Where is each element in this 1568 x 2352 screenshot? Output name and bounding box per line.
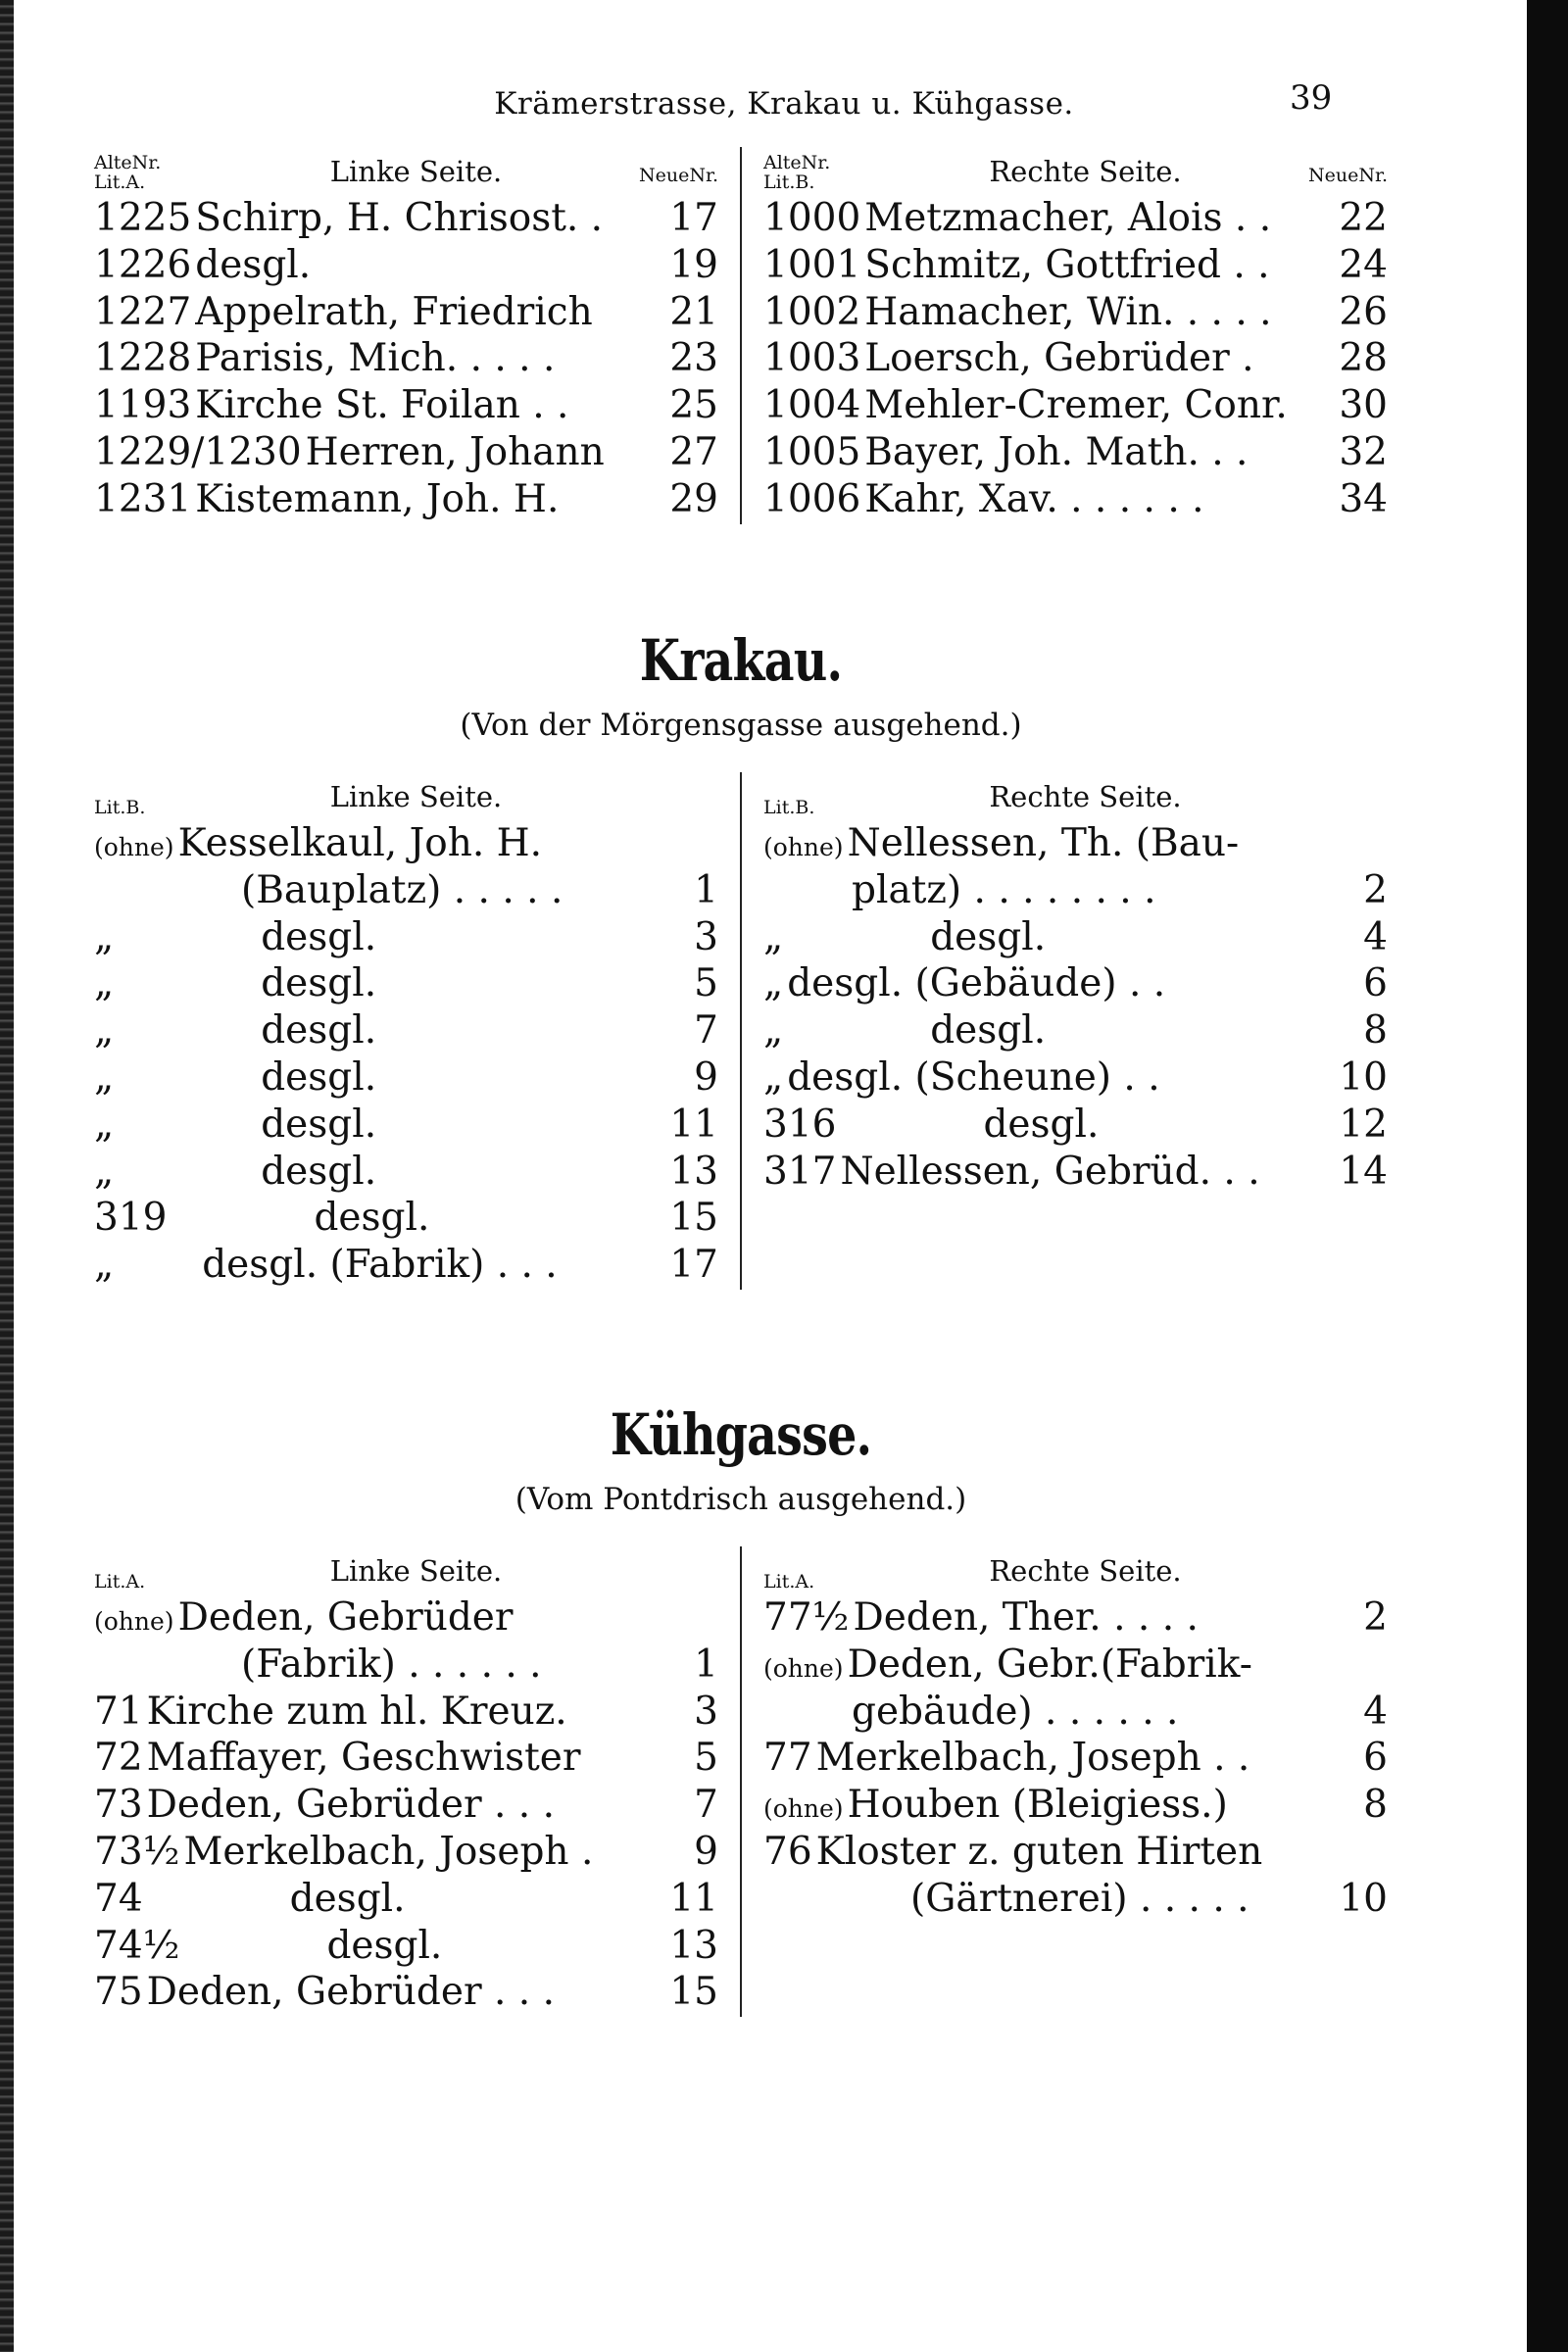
right-side-column xyxy=(742,1546,1388,2017)
resident-name: desgl. (Gebäude) . . xyxy=(787,961,1166,1006)
resident-name: Deden, Ther. . . . . xyxy=(853,1595,1199,1640)
running-head: Krämerstrasse, Krakau u. Kühgasse. xyxy=(494,86,1074,122)
old-house-number: 1002 xyxy=(763,289,861,334)
old-house-number: 74 xyxy=(94,1876,143,1921)
directory-entry xyxy=(763,961,1388,1008)
old-house-number: 1003 xyxy=(763,336,861,381)
directory-entry xyxy=(94,1924,718,1971)
old-house-number: „ xyxy=(94,914,115,959)
new-house-number: 7 xyxy=(694,1008,718,1054)
new-house-number: 10 xyxy=(1339,1054,1388,1100)
directory-entry xyxy=(94,1150,718,1197)
resident-name: desgl. (Fabrik) . . . xyxy=(202,1243,558,1288)
directory-entry xyxy=(94,336,718,383)
new-house-number: 25 xyxy=(669,383,718,428)
side-header: Rechte Seite. xyxy=(989,155,1182,188)
directory-entry xyxy=(94,1196,718,1243)
old-house-number: „ xyxy=(94,1008,115,1054)
resident-name: desgl. xyxy=(261,1054,377,1100)
resident-name: Merkelbach, Joseph . . xyxy=(815,1736,1250,1781)
resident-name: desgl. xyxy=(314,1196,430,1241)
column-header xyxy=(94,147,718,192)
directory-entry xyxy=(94,961,718,1008)
resident-name: desgl. xyxy=(261,1102,377,1147)
old-house-number: 77 xyxy=(763,1736,812,1781)
new-house-number: 4 xyxy=(1363,914,1388,959)
new-number-header xyxy=(1270,1586,1388,1592)
section-subtitle: (Vom Pontdrisch ausgehend.) xyxy=(514,1482,967,1517)
side-header: Rechte Seite. xyxy=(989,780,1182,813)
new-house-number: 15 xyxy=(669,1970,718,2015)
resident-name: desgl. xyxy=(195,242,312,287)
old-house-number: (ohne) xyxy=(94,833,174,861)
resident-name: Metzmacher, Alois . . xyxy=(864,196,1272,240)
resident-name: Maffayer, Geschwister xyxy=(146,1736,581,1781)
old-house-number: (ohne) xyxy=(763,1653,844,1683)
new-house-number: 6 xyxy=(1363,961,1388,1006)
right-side-column xyxy=(742,772,1388,1290)
old-house-number: 1006 xyxy=(763,476,861,521)
directory-entry xyxy=(763,1690,1388,1737)
directory-entry xyxy=(94,1830,718,1877)
side-header: Linke Seite. xyxy=(329,155,503,188)
resident-name: Parisis, Mich. . . . . xyxy=(195,336,556,381)
directory-entry xyxy=(763,477,1388,524)
resident-name: (Bauplatz) . . . . . xyxy=(241,867,564,912)
directory-entry xyxy=(94,1102,718,1150)
resident-name: Herren, Johann xyxy=(305,429,605,474)
directory-entry xyxy=(94,430,718,477)
new-house-number: 3 xyxy=(694,1689,718,1734)
column-header xyxy=(763,147,1388,192)
book-binding-edge xyxy=(0,0,14,2352)
directory-entry xyxy=(763,196,1388,243)
column-header xyxy=(94,772,718,817)
directory-entry xyxy=(94,821,718,868)
old-number-header: AlteNr. Lit.A. xyxy=(94,152,162,193)
directory-entry xyxy=(763,383,1388,430)
resident-name: desgl. xyxy=(983,1102,1100,1147)
new-house-number: 11 xyxy=(669,1102,718,1147)
section-krakau xyxy=(94,627,1388,1290)
resident-name: desgl. xyxy=(261,914,377,959)
old-house-number: „ xyxy=(94,1054,115,1100)
directory-entry xyxy=(94,1736,718,1783)
section-title: Krakau. xyxy=(639,627,843,694)
side-header: Rechte Seite. xyxy=(989,1554,1182,1588)
old-house-number: „ xyxy=(763,1054,784,1100)
old-house-number: 74½ xyxy=(94,1923,180,1968)
new-house-number: 13 xyxy=(669,1149,718,1194)
section-subtitle: (Von der Mörgensgasse ausgehend.) xyxy=(460,708,1022,743)
directory-entry xyxy=(94,477,718,524)
new-house-number: 23 xyxy=(669,336,718,381)
directory-entry xyxy=(763,1055,1388,1102)
new-house-number: 7 xyxy=(694,1783,718,1828)
resident-name: (Gärtnerei) . . . . . xyxy=(910,1876,1250,1921)
resident-name: desgl. xyxy=(261,1008,377,1054)
old-house-number: „ xyxy=(94,1102,115,1147)
resident-name: Kloster z. guten Hirten xyxy=(815,1829,1263,1874)
old-house-number: 77½ xyxy=(763,1595,850,1640)
new-house-number: 22 xyxy=(1339,196,1388,240)
column-header xyxy=(763,1546,1388,1592)
new-house-number: 12 xyxy=(1339,1102,1388,1147)
column-pair xyxy=(94,147,1388,524)
resident-name: desgl. xyxy=(326,1923,443,1968)
directory-entry xyxy=(763,1830,1388,1877)
resident-name: Deden, Gebrüder xyxy=(177,1595,514,1640)
directory-entry xyxy=(94,290,718,337)
resident-name: Kirche zum hl. Kreuz. xyxy=(146,1689,567,1734)
new-house-number: 3 xyxy=(694,914,718,959)
old-house-number: „ xyxy=(763,961,784,1006)
new-house-number: 15 xyxy=(669,1196,718,1241)
old-house-number: 1231 xyxy=(94,476,192,521)
directory-entry xyxy=(94,1642,718,1690)
old-number-header: Lit.B. xyxy=(94,797,146,818)
resident-name: Schirp, H. Chrisost. . xyxy=(195,196,604,240)
old-house-number: 75 xyxy=(94,1970,143,2015)
resident-name: Appelrath, Friedrich xyxy=(195,289,593,334)
directory-entry xyxy=(94,196,718,243)
side-header: Linke Seite. xyxy=(329,780,503,813)
new-number-header xyxy=(1270,811,1388,817)
new-house-number: 19 xyxy=(669,242,718,287)
new-number-header: NeueNr. xyxy=(638,165,718,186)
resident-name: desgl. (Scheune) . . xyxy=(787,1054,1160,1100)
directory-entry xyxy=(94,383,718,430)
old-house-number: (ohne) xyxy=(94,1607,174,1636)
resident-name: Nellessen, Th. (Bau- xyxy=(847,821,1240,865)
resident-name: Kirche St. Foilan . . xyxy=(195,383,569,428)
resident-name: Bayer, Joh. Math. . . xyxy=(864,429,1249,474)
new-number-header: NeueNr. xyxy=(1307,165,1388,186)
old-house-number: 1000 xyxy=(763,196,861,240)
old-house-number: „ xyxy=(763,914,784,959)
old-house-number: 72 xyxy=(94,1736,143,1781)
directory-entry xyxy=(94,1243,718,1290)
directory-entry xyxy=(94,1595,718,1642)
side-header: Linke Seite. xyxy=(329,1554,503,1588)
new-house-number: 24 xyxy=(1339,242,1388,287)
old-house-number: (ohne) xyxy=(763,1794,844,1824)
new-house-number: 26 xyxy=(1339,289,1388,334)
resident-name: desgl. xyxy=(930,1008,1047,1054)
old-house-number: 1229/1230 xyxy=(94,429,302,474)
old-house-number: „ xyxy=(763,1008,784,1054)
resident-name: Mehler-Cremer, Conr. xyxy=(864,383,1288,428)
old-number-header: Lit.B. xyxy=(763,797,815,818)
new-house-number: 5 xyxy=(694,1736,718,1781)
new-house-number: 4 xyxy=(1363,1689,1388,1734)
directory-entry xyxy=(763,1008,1388,1055)
new-house-number: 17 xyxy=(669,196,718,240)
new-house-number: 21 xyxy=(669,289,718,334)
resident-name: Kistemann, Joh. H. xyxy=(195,476,560,521)
old-house-number: 1005 xyxy=(763,429,861,474)
old-house-number: 1193 xyxy=(94,383,192,428)
old-house-number: 319 xyxy=(94,1196,168,1241)
new-house-number: 1 xyxy=(694,867,718,912)
resident-name: gebäude) . . . . . . xyxy=(852,1689,1179,1734)
right-side-column xyxy=(742,147,1388,524)
section-kraemerstrasse xyxy=(94,147,1388,524)
page-number: 39 xyxy=(1290,78,1333,118)
new-house-number: 14 xyxy=(1339,1149,1388,1194)
resident-name: Deden, Gebrüder . . . xyxy=(146,1970,555,2015)
new-house-number: 27 xyxy=(669,429,718,474)
directory-entry xyxy=(763,1877,1388,1924)
directory-entry xyxy=(763,868,1388,915)
directory-entry xyxy=(94,1970,718,2017)
column-pair xyxy=(94,772,1388,1290)
new-house-number: 2 xyxy=(1363,1595,1388,1640)
new-house-number: 2 xyxy=(1363,867,1388,912)
old-house-number: „ xyxy=(94,961,115,1006)
column-header xyxy=(94,1546,718,1592)
old-house-number: 1004 xyxy=(763,383,861,428)
old-house-number: 317 xyxy=(763,1149,837,1194)
new-house-number: 30 xyxy=(1339,383,1388,428)
old-number-header: Lit.A. xyxy=(94,1571,146,1592)
directory-entry xyxy=(94,243,718,290)
new-house-number: 1 xyxy=(694,1642,718,1687)
old-house-number: 76 xyxy=(763,1829,812,1874)
directory-entry xyxy=(94,1055,718,1102)
directory-entry xyxy=(763,1736,1388,1783)
old-number-header: Lit.A. xyxy=(763,1571,815,1592)
new-house-number: 8 xyxy=(1363,1783,1388,1828)
directory-entry xyxy=(763,1642,1388,1690)
directory-entry xyxy=(763,1102,1388,1150)
left-side-column xyxy=(94,147,740,524)
directory-entry xyxy=(763,430,1388,477)
resident-name: Kesselkaul, Joh. H. xyxy=(177,821,543,865)
old-house-number: 73 xyxy=(94,1783,143,1828)
new-house-number: 10 xyxy=(1339,1876,1388,1921)
old-house-number: 71 xyxy=(94,1689,143,1734)
column-header xyxy=(763,772,1388,817)
directory-entry xyxy=(94,1877,718,1924)
directory-entry xyxy=(763,1150,1388,1197)
resident-name: desgl. xyxy=(261,961,377,1006)
new-house-number: 5 xyxy=(694,961,718,1006)
new-house-number: 6 xyxy=(1363,1736,1388,1781)
resident-name: Schmitz, Gottfried . . xyxy=(864,242,1270,287)
left-side-column xyxy=(94,772,740,1290)
old-house-number: 73½ xyxy=(94,1829,180,1874)
directory-entry xyxy=(763,821,1388,868)
directory-entry xyxy=(763,1783,1388,1830)
left-side-column xyxy=(94,1546,740,2017)
new-house-number: 8 xyxy=(1363,1008,1388,1054)
old-house-number: 1226 xyxy=(94,242,192,287)
old-house-number: 316 xyxy=(763,1102,837,1147)
new-house-number: 11 xyxy=(669,1876,718,1921)
new-house-number: 17 xyxy=(669,1243,718,1288)
old-house-number: 1001 xyxy=(763,242,861,287)
resident-name: Houben (Bleigiess.) xyxy=(847,1783,1228,1828)
new-house-number: 28 xyxy=(1339,336,1388,381)
resident-name: Deden, Gebrüder . . . xyxy=(146,1783,555,1828)
new-house-number: 34 xyxy=(1339,476,1388,521)
old-house-number: „ xyxy=(94,1149,115,1194)
section-title: Kühgasse. xyxy=(610,1401,872,1468)
directory-entry xyxy=(94,1783,718,1830)
section-kuehgasse xyxy=(94,1401,1388,2017)
new-house-number: 9 xyxy=(694,1829,718,1874)
resident-name: Deden, Gebr.(Fabrik- xyxy=(847,1642,1252,1687)
resident-name: Nellessen, Gebrüd. . . xyxy=(840,1149,1260,1194)
resident-name: desgl. xyxy=(261,1149,377,1194)
new-house-number: 32 xyxy=(1339,429,1388,474)
resident-name: Hamacher, Win. . . . . xyxy=(864,289,1272,334)
directory-entry xyxy=(763,336,1388,383)
old-house-number: 1228 xyxy=(94,336,192,381)
old-house-number: 1225 xyxy=(94,196,192,240)
directory-entry xyxy=(94,1008,718,1055)
old-house-number: (ohne) xyxy=(763,833,844,861)
directory-entry xyxy=(94,868,718,915)
resident-name: Merkelbach, Joseph . xyxy=(183,1829,594,1874)
new-house-number: 9 xyxy=(694,1054,718,1100)
resident-name: Loersch, Gebrüder . xyxy=(864,336,1254,381)
column-pair xyxy=(94,1546,1388,2017)
resident-name: desgl. xyxy=(289,1876,406,1921)
page-edge-shadow xyxy=(1527,0,1568,2352)
directory-entry xyxy=(763,290,1388,337)
new-number-header xyxy=(601,811,718,817)
old-house-number: „ xyxy=(94,1243,115,1288)
new-number-header xyxy=(601,1586,718,1592)
resident-name: desgl. xyxy=(930,914,1047,959)
old-number-header: AlteNr. Lit.B. xyxy=(763,152,831,193)
new-house-number: 13 xyxy=(669,1923,718,1968)
directory-entry xyxy=(763,915,1388,962)
directory-entry xyxy=(94,915,718,962)
old-house-number: 1227 xyxy=(94,289,192,334)
directory-entry xyxy=(94,1690,718,1737)
resident-name: Kahr, Xav. . . . . . . xyxy=(864,476,1204,521)
directory-entry xyxy=(763,1595,1388,1642)
resident-name: platz) . . . . . . . . xyxy=(852,867,1156,912)
resident-name: (Fabrik) . . . . . . xyxy=(241,1642,542,1687)
directory-entry xyxy=(763,243,1388,290)
new-house-number: 29 xyxy=(669,476,718,521)
